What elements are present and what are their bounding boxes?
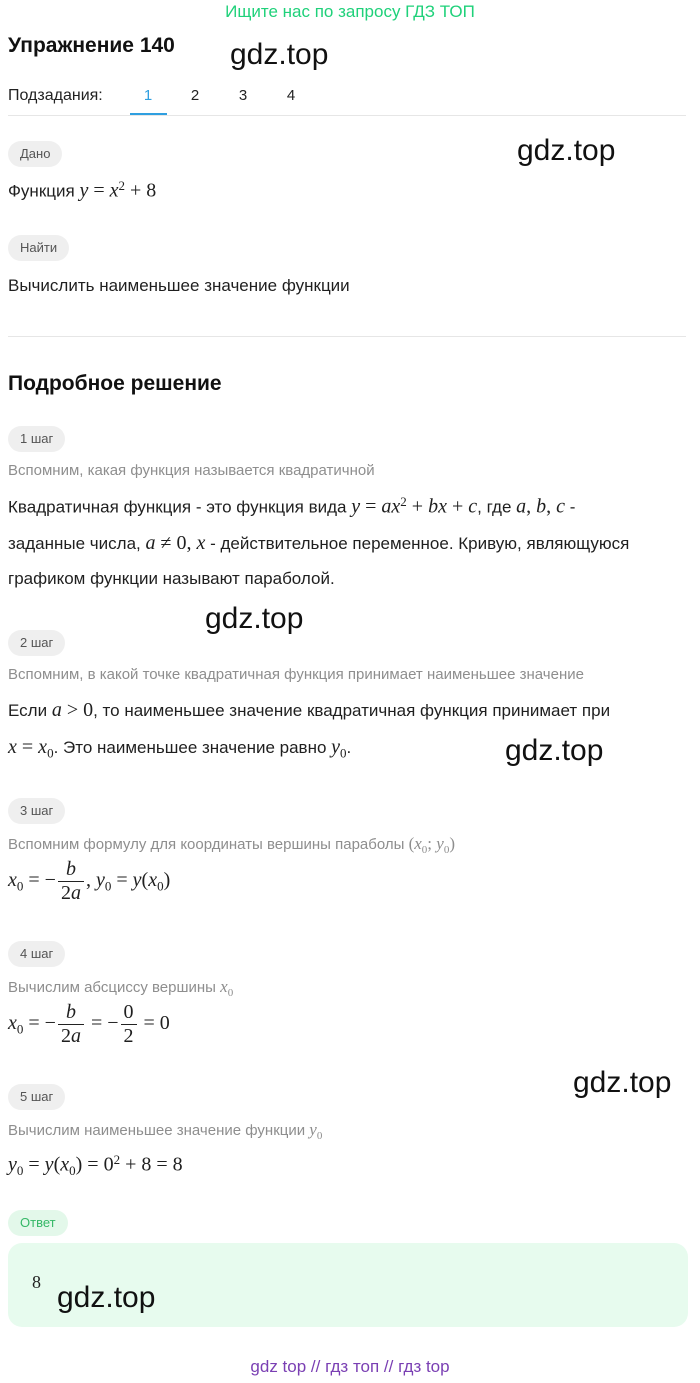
tab-3[interactable]: 3 [238, 87, 248, 104]
answer-value: 8 [32, 1272, 41, 1292]
watermark: gdz.top [57, 1281, 156, 1314]
tab-1[interactable]: 1 [143, 87, 153, 104]
step-1-hint: Вспомним, какая функция называется квадратичной [8, 462, 375, 479]
text: Вычислим абсциссу вершины [8, 979, 216, 996]
step-4-formula: $x_0$ = − $\frac{b}{2a}$ = − $\frac{0}{2}$ = 0 [8, 1001, 170, 1047]
answer-badge: Ответ [8, 1210, 68, 1236]
given-formula: y [79, 179, 89, 202]
text: - действительное переменное. Кривую, являющуюся [205, 534, 630, 553]
text: - [565, 497, 576, 517]
step-5-formula: $y_0 = y(x_0) = 0^2 + 8 = 8$ [8, 1152, 183, 1179]
text: Квадратичная функция - это функция вида [8, 497, 347, 517]
text: , где [477, 497, 512, 517]
text: , то наименьшее значение квадратичная функция принимает при [93, 701, 611, 720]
text: . Это наименьшее значение равно [53, 738, 327, 757]
given-text: Функция $y = x^2 + 8$ [8, 178, 157, 202]
step-3-badge: 3 шаг [8, 798, 65, 824]
step-2-line-1: Если a > 0, то наименьшее значение квадратичная функция принимает при [8, 699, 611, 721]
tab-4[interactable]: 4 [286, 87, 296, 104]
watermark: gdz.top [505, 734, 604, 767]
text: Вспомним формулу для координаты вершины параболы [8, 836, 405, 853]
divider [8, 336, 686, 337]
page-title: Упражнение 140 [8, 34, 175, 57]
footer-links[interactable]: gdz top // гдз топ // гдз top [250, 1357, 450, 1376]
watermark: gdz.top [573, 1066, 672, 1099]
step-3-formula: $x_0$ = − $\frac{b}{2a}$ , $y_0 = y(x_0)$ [8, 858, 171, 904]
step-1-line-3: графиком функции называют параболой. [8, 569, 335, 588]
solution-title: Подробное решение [8, 372, 222, 395]
given-badge: Дано [8, 141, 62, 167]
find-badge: Найти [8, 235, 69, 261]
text: заданные числа, [8, 534, 141, 553]
step-1-badge: 1 шаг [8, 426, 65, 452]
find-text: Вычислить наименьшее значение функции [8, 276, 350, 295]
step-1-line-1: Квадратичная функция - это функция вида $y = ax^2$ + bx + c, где a, b, c - [8, 494, 576, 518]
text: . [346, 738, 352, 757]
tab-2[interactable]: 2 [190, 87, 200, 104]
step-5-badge: 5 шаг [8, 1084, 65, 1110]
step-3-hint: Вспомним формулу для координаты вершины параболы ($x_0$; $y_0$) [8, 834, 455, 856]
step-2-hint: Вспомним, в какой точке квадратичная функция принимает наименьшее значение [8, 666, 584, 683]
step-2-badge: 2 шаг [8, 630, 65, 656]
step-2-line-2: $x = x_0$. Это наименьшее значение равно $y_0$. [8, 736, 352, 761]
given-label-text: Функция [8, 181, 75, 201]
step-4-hint: Вычислим абсциссу вершины $x_0$ [8, 977, 234, 999]
subtasks-label: Подзадания: [8, 87, 103, 104]
step-1-line-2: заданные числа, a ≠ 0, x - действительное переменное. Кривую, являющуюся [8, 532, 630, 554]
watermark: gdz.top [205, 602, 304, 635]
text: Если [8, 701, 48, 720]
text: Вычислим наименьшее значение функции [8, 1122, 306, 1139]
watermark: gdz.top [230, 38, 329, 71]
promo-banner[interactable]: Ищите нас по запросу ГДЗ ТОП [225, 2, 475, 21]
step-5-hint: Вычислим наименьшее значение функции $y_0$ [8, 1120, 323, 1142]
step-4-badge: 4 шаг [8, 941, 65, 967]
divider [8, 115, 686, 116]
watermark: gdz.top [517, 134, 616, 167]
